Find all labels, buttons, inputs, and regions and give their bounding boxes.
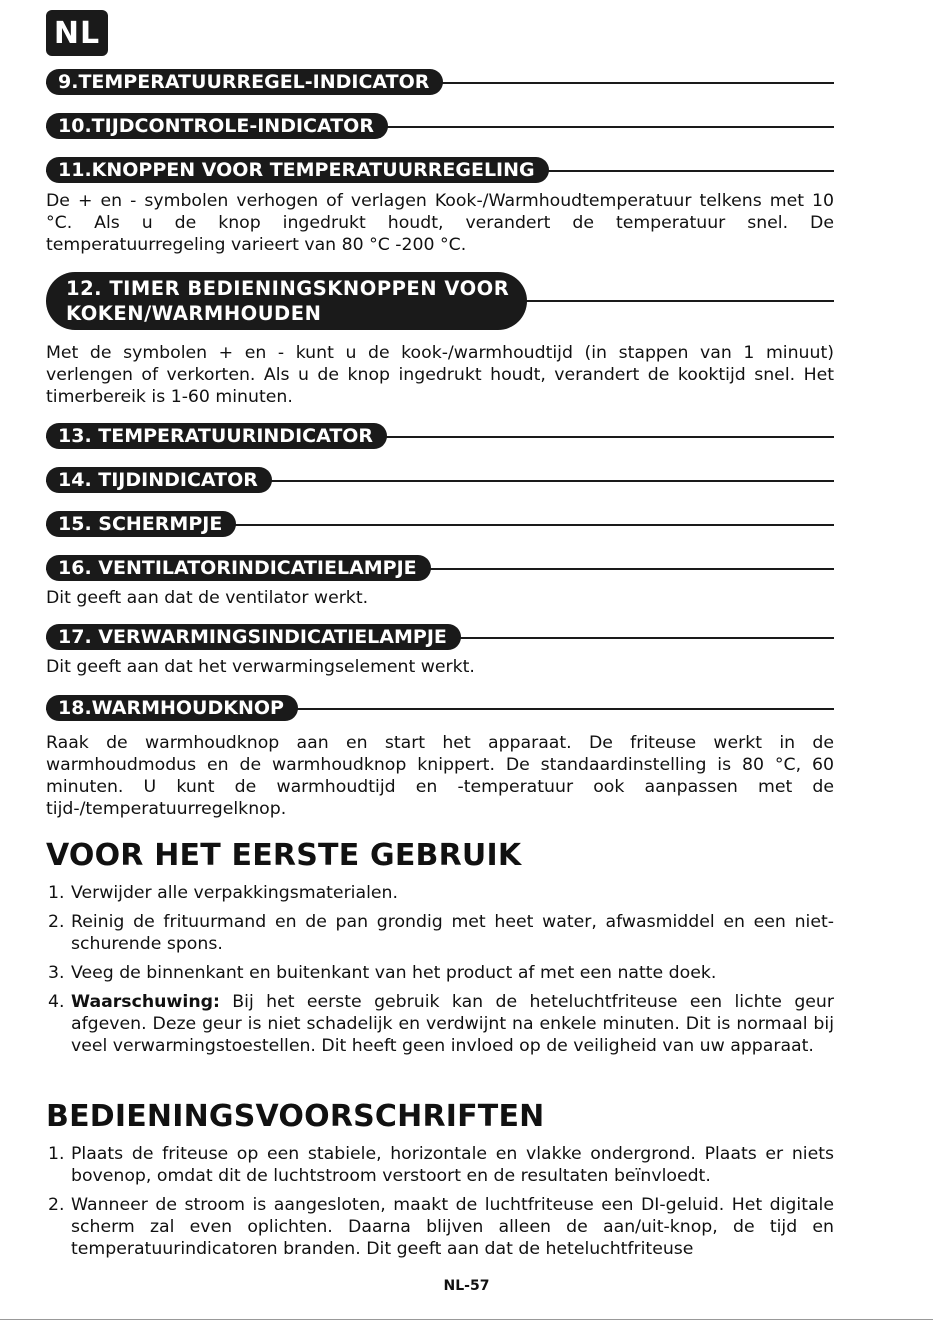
heading-12-label: [46, 272, 527, 330]
first-use-title: VOOR HET EERSTE GEBRUIK: [46, 838, 522, 873]
list-item-text: Bij het eerste gebruik kan de heteluchtfriteuse een lichte geur afgeven. Deze geur is niet schadelijk en verdwijnt na enkele minuten. Dit is normaal bij veel verwarmingstoestellen. Dit heeft geen invloed op de veiligheid van uw apparaat.: [71, 992, 834, 1056]
operation-list: [46, 1143, 834, 1267]
first-use-list: [46, 882, 834, 1064]
paragraph-17: Dit geeft aan dat het verwarmingselement werkt.: [46, 657, 475, 677]
heading-13: [46, 423, 834, 449]
list-item: [46, 991, 834, 1057]
list-item: [46, 962, 834, 984]
list-item-number: 2.: [48, 912, 65, 932]
heading-16-label: 16. VENTILATORINDICATIELAMPJE: [46, 555, 431, 581]
heading-10-label: 10.TIJDCONTROLE-INDICATOR: [46, 113, 388, 139]
paragraph-12: Met de symbolen + en - kunt u de kook-/warmhoudtijd (in stappen van 1 minuut) verlengen of verkorten. Als u de knop ingedrukt houdt, verandert de kooktijd snel. Het timerbereik is 1-60 minuten.: [46, 343, 834, 407]
list-item-number: 2.: [48, 1195, 65, 1215]
operation-title: BEDIENINGSVOORSCHRIFTEN: [46, 1099, 545, 1134]
list-item-text: Veeg de binnenkant en buitenkant van het product af met een natte doek.: [71, 963, 717, 983]
heading-14: [46, 467, 834, 493]
list-item-text: Plaats de friteuse op een stabiele, horizontale en vlakke ondergrond. Plaats er niets bovenop, omdat dit de luchtstroom verstoort en de resultaten beïnvloedt.: [71, 1144, 834, 1186]
bottom-divider: [0, 1319, 933, 1320]
heading-11: [46, 157, 834, 183]
list-item-number: 1.: [48, 1144, 65, 1164]
list-item-number: 3.: [48, 963, 65, 983]
heading-18-label: 18.WARMHOUDKNOP: [46, 695, 298, 721]
paragraph-18: Raak de warmhoudknop aan en start het apparaat. De friteuse werkt in de warmhoudmodus en de warmhoudknop knippert. De standaardinstelling is 80 °C, 60 minuten. U kunt de warmhoudtijd en -temperatuur ook aanpassen met de tijd-/temperatuurregelknop.: [46, 733, 834, 819]
list-item-text: Wanneer de stroom is aangesloten, maakt de luchtfriteuse een DI-geluid. Het digitale scherm zal even oplichten. Daarna blijven alleen de aan/uit-knop, de tijd en temperatuurindicatoren branden. Dit geeft aan dat de heteluchtfriteuse: [71, 1195, 834, 1259]
warning-label: Waarschuwing:: [71, 992, 220, 1012]
heading-12-line1: 12. TIMER BEDIENINGSKNOPPEN VOOR: [66, 277, 510, 300]
heading-16: [46, 555, 834, 581]
list-item-text: Reinig de frituurmand en de pan grondig met heet water, afwasmiddel en een niet-schurende spons.: [71, 912, 834, 954]
heading-14-label: 14. TIJDINDICATOR: [46, 467, 272, 493]
list-item-number: 4.: [48, 992, 65, 1012]
language-badge: NL: [46, 10, 108, 56]
heading-18: [46, 695, 834, 721]
heading-12-line2: KOKEN/WARMHOUDEN: [66, 302, 322, 325]
heading-10: [46, 113, 834, 139]
heading-9-label: 9.TEMPERATUURREGEL-INDICATOR: [46, 69, 443, 95]
list-item-text: Verwijder alle verpakkingsmaterialen.: [71, 883, 398, 903]
list-item: [46, 911, 834, 955]
list-item: [46, 1143, 834, 1187]
heading-11-label: 11.KNOPPEN VOOR TEMPERATUURREGELING: [46, 157, 549, 183]
page-number: NL-57: [443, 1278, 490, 1294]
heading-15-label: 15. SCHERMPJE: [46, 511, 236, 537]
paragraph-11: De + en - symbolen verhogen of verlagen Kook-/Warmhoudtemperatuur telkens met 10 °C. Als u de knop ingedrukt houdt, verandert de temperatuur snel. De temperatuurregeling varieert van 80 °C -200 °C.: [46, 191, 834, 255]
paragraph-16: Dit geeft aan dat de ventilator werkt.: [46, 588, 369, 608]
heading-13-label: 13. TEMPERATUURINDICATOR: [46, 423, 387, 449]
list-item: [46, 882, 834, 904]
list-item: [46, 1194, 834, 1260]
heading-17-label: 17. VERWARMINGSINDICATIELAMPJE: [46, 624, 461, 650]
heading-17: [46, 624, 834, 650]
list-item-number: 1.: [48, 883, 65, 903]
heading-12: [46, 272, 834, 330]
heading-15: [46, 511, 834, 537]
heading-9: [46, 69, 834, 95]
